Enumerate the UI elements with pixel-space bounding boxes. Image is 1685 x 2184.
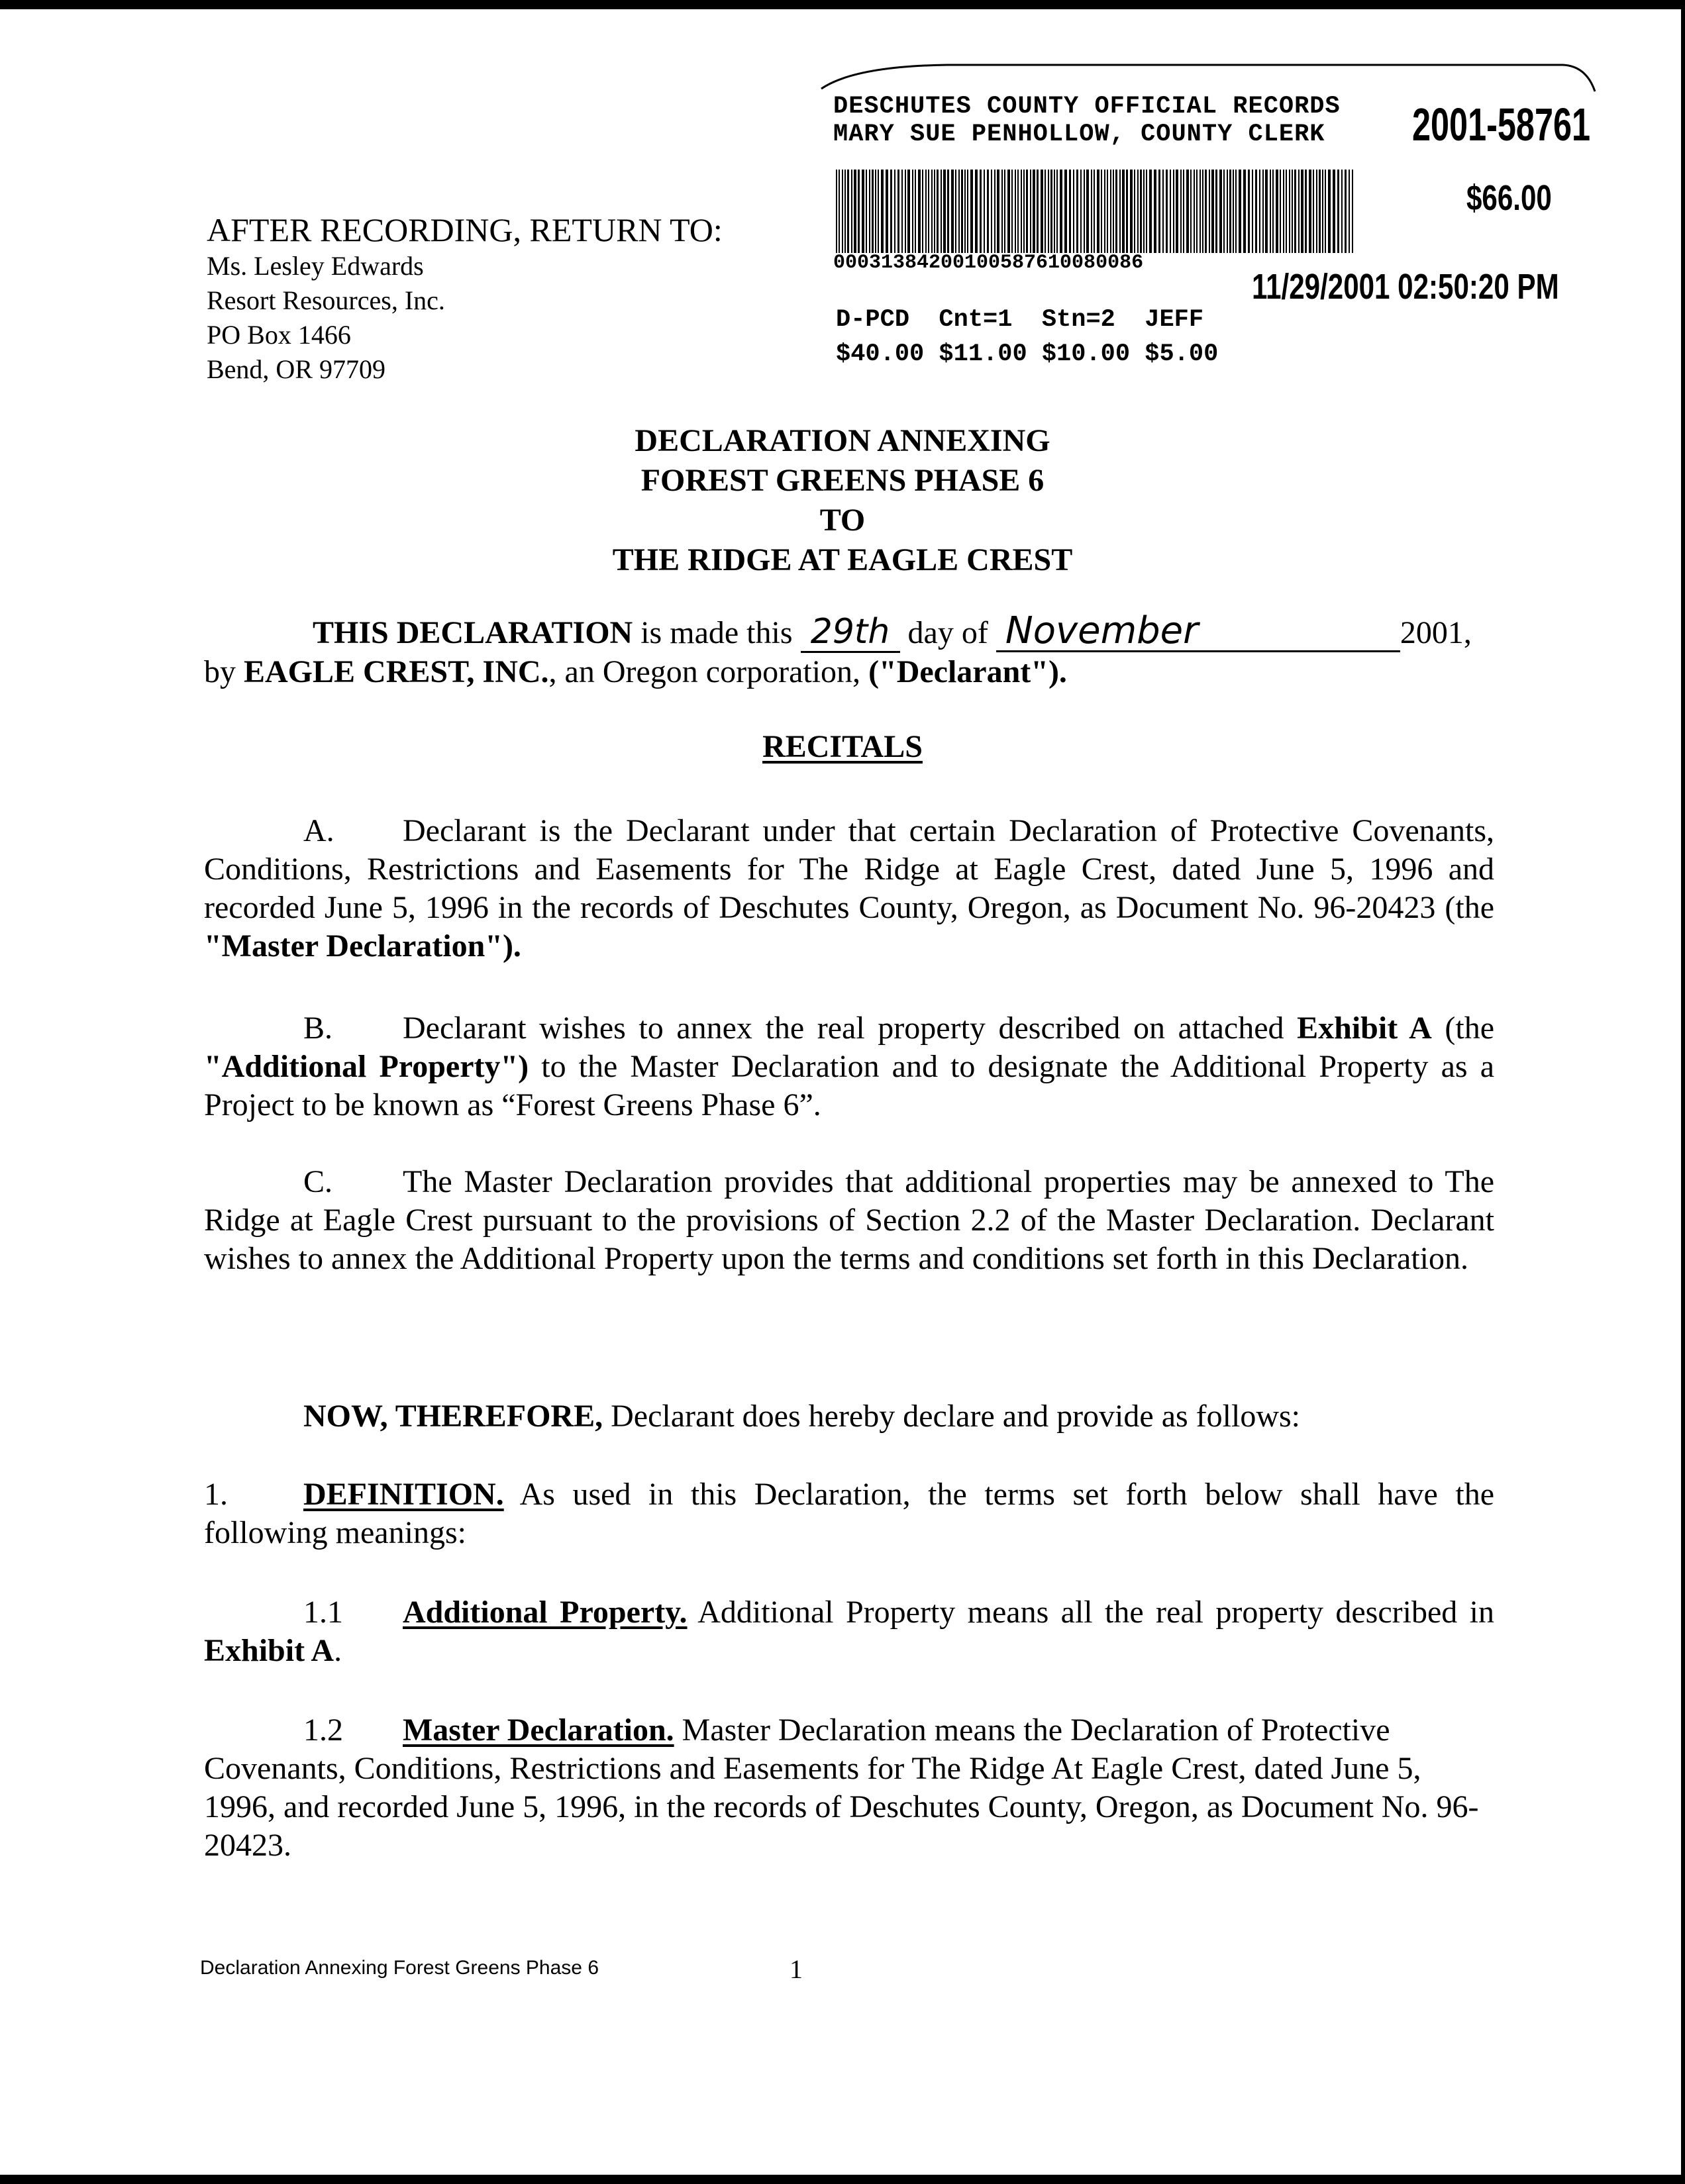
section-heading: DEFINITION. <box>303 1477 504 1512</box>
barcode-bar <box>1026 170 1028 253</box>
barcode-bar <box>1333 170 1335 253</box>
title-line: FOREST GREENS PHASE 6 <box>640 463 1045 498</box>
section-text: As used in this Declaration, the terms set forth below shall have the following meanings: <box>204 1477 1494 1550</box>
section-text: Additional Property means all the real property described in <box>687 1595 1495 1630</box>
barcode-bar <box>862 170 864 253</box>
barcode-bar <box>1069 170 1071 253</box>
barcode-bar <box>1341 170 1343 253</box>
barcode-bar <box>1094 170 1095 253</box>
barcode-bar <box>1262 170 1264 253</box>
barcode-bar <box>894 170 895 253</box>
section-text: Master Declaration means the Declaration of Protective Covenants, Conditions, Restrictions and Easements for The Ridge At Eagle Crest, dated June 5, 1996, and recorded June 5, 1996, in the records of Deschutes County, Oregon, as Document No. 96-20423. <box>204 1712 1479 1863</box>
barcode-bar <box>1015 170 1016 253</box>
barcode-bar <box>1097 170 1099 253</box>
barcode-bar <box>997 170 999 253</box>
barcode-bar <box>1041 170 1043 253</box>
section-text: . <box>334 1633 342 1668</box>
barcode-bar <box>1021 170 1022 253</box>
barcode-bar <box>842 170 843 253</box>
barcode-bar <box>1122 170 1125 253</box>
recital-b <box>204 1009 1503 1124</box>
barcode-bar <box>905 170 906 253</box>
barcode-bar <box>1091 170 1092 253</box>
barcode-bar <box>915 170 916 253</box>
barcode-bar <box>1176 170 1178 253</box>
barcode-bar <box>994 170 996 253</box>
barcode-bar <box>1158 170 1160 253</box>
barcode-bar <box>1146 170 1147 253</box>
barcode-bar <box>1272 170 1274 253</box>
barcode-bar <box>991 170 992 253</box>
barcode-bar <box>858 170 860 253</box>
barcode-bar <box>1080 170 1082 253</box>
return-company: Resort Resources, Inc. <box>207 285 445 315</box>
barcode-bar <box>1143 170 1145 253</box>
barcode-bar <box>1130 170 1133 253</box>
barcode-bar <box>1173 170 1174 253</box>
barcode-bar <box>1101 170 1102 253</box>
barcode-bar <box>1259 170 1260 253</box>
title-line: THE RIDGE AT EAGLE CREST <box>612 542 1073 577</box>
barcode-bar <box>851 170 852 253</box>
barcode-bar <box>1113 170 1114 253</box>
barcode-bar <box>1162 170 1164 253</box>
barcode-bar <box>1235 170 1237 253</box>
barcode-bar <box>1219 170 1222 253</box>
barcode-bar <box>1223 170 1225 253</box>
barcode-bar <box>943 170 946 253</box>
barcode-number: 00031384200100587610080086 <box>833 252 1144 274</box>
barcode-bar <box>890 170 892 253</box>
barcode-bar <box>1305 170 1307 253</box>
recital-label: A. <box>303 813 334 848</box>
additional-property-term: "Additional Property") <box>204 1049 529 1084</box>
barcode-bar <box>1276 170 1278 253</box>
now-therefore-lead: NOW, THEREFORE, <box>303 1399 603 1434</box>
barcode-bar <box>875 170 876 253</box>
intro-text: is made this <box>633 615 801 650</box>
barcode-bar <box>1050 170 1052 253</box>
barcode-bar <box>1060 170 1062 253</box>
intro-paragraph <box>204 609 1494 691</box>
handwritten-month: November <box>996 612 1400 652</box>
barcode-bar <box>934 170 935 253</box>
barcode-bar <box>1325 170 1326 253</box>
barcode-bar <box>937 170 939 253</box>
barcode-bar <box>1211 170 1214 253</box>
footer-page-number: 1 <box>790 1954 803 1984</box>
barcode-bar <box>854 170 856 253</box>
section-number: 1.1 <box>303 1595 343 1630</box>
section-1-1 <box>204 1593 1494 1670</box>
barcode-bar <box>967 170 968 253</box>
barcode-bar <box>1265 170 1268 253</box>
barcode-bar <box>1030 170 1031 253</box>
barcode-bar <box>1023 170 1025 253</box>
stamp-border-arc <box>815 61 1596 94</box>
barcode-bar <box>1190 170 1192 253</box>
barcode-bar <box>1227 170 1228 253</box>
now-therefore-text: Declarant does hereby declare and provide as follows: <box>603 1399 1301 1434</box>
barcode-bar <box>1205 170 1207 253</box>
barcode-bar <box>1280 170 1281 253</box>
exhibit-ref: Exhibit A <box>204 1633 334 1668</box>
barcode-bar <box>980 170 982 253</box>
barcode-bar <box>1301 170 1303 253</box>
recital-c <box>204 1163 1494 1278</box>
barcode-bar <box>947 170 949 253</box>
barcode-bar <box>931 170 933 253</box>
barcode-bar <box>970 170 973 253</box>
barcode-bar <box>1033 170 1035 253</box>
recitals-heading <box>0 728 1685 765</box>
handwritten-day: 29th <box>801 613 900 653</box>
total-fee: $66.00 <box>1466 178 1552 218</box>
section-1 <box>204 1475 1494 1552</box>
barcode-bar <box>1196 170 1198 253</box>
barcode-bar <box>918 170 921 253</box>
barcode-bar <box>1233 170 1234 253</box>
barcode-bar <box>1086 170 1089 253</box>
barcode-bar <box>1283 170 1284 253</box>
barcode-bar <box>1183 170 1184 253</box>
section-heading: Master Declaration. <box>403 1712 674 1748</box>
barcode-bar <box>1149 170 1152 253</box>
recital-bold: "Master Declaration"). <box>204 928 521 964</box>
section-1-2 <box>204 1711 1494 1865</box>
intro-lead: THIS DECLARATION <box>313 615 633 650</box>
recital-text: Declarant wishes to annex the real property described on attached <box>403 1011 1298 1046</box>
barcode-bar <box>1107 170 1108 253</box>
barcode-bar <box>1166 170 1168 253</box>
intro-year: 2001, <box>1400 615 1472 650</box>
barcode-bar <box>1215 170 1217 253</box>
barcode-bar <box>1255 170 1257 253</box>
barcode-bar <box>1064 170 1067 253</box>
intro-text: day of <box>899 615 996 650</box>
barcode-bar <box>1011 170 1013 253</box>
barcode-bar <box>1137 170 1139 253</box>
barcode-bar <box>1154 170 1156 253</box>
barcode-bar <box>901 170 903 253</box>
barcode-bar <box>1349 170 1350 253</box>
barcode-bar <box>1115 170 1117 253</box>
records-office-line: DESCHUTES COUNTY OFFICIAL RECORDS <box>833 93 1341 121</box>
recital-text: (the <box>1431 1011 1503 1046</box>
barcode-bar <box>1004 170 1005 253</box>
barcode-bar <box>1037 170 1039 253</box>
footer-document-name: Declaration Annexing Forest Greens Phase 6 <box>200 1957 599 1979</box>
barcode-bar <box>1202 170 1203 253</box>
barcode-bar <box>1209 170 1210 253</box>
barcode-bar <box>1007 170 1010 253</box>
section-heading: Additional Property. <box>403 1595 688 1630</box>
barcode-bar <box>925 170 927 253</box>
recitals-heading-text: RECITALS <box>762 729 923 764</box>
county-clerk-line: MARY SUE PENHOLLOW, COUNTY CLERK <box>833 121 1325 148</box>
declarant-tag: ("Declarant"). <box>868 654 1067 689</box>
barcode-bar <box>1186 170 1189 253</box>
document-title <box>0 421 1685 580</box>
barcode-bar <box>1001 170 1003 253</box>
barcode-bar <box>1170 170 1171 253</box>
barcode-bar <box>839 170 840 253</box>
barcode-bar <box>961 170 963 253</box>
barcode-bar <box>1056 170 1058 253</box>
barcode-bar <box>1270 170 1271 253</box>
barcode-bar <box>844 170 846 253</box>
barcode-bar <box>1248 170 1250 253</box>
barcode-bar <box>897 170 899 253</box>
barcode-bar <box>912 170 913 253</box>
barcode-bar <box>878 170 879 253</box>
barcode-bar <box>1140 170 1142 253</box>
barcode-bar <box>955 170 956 253</box>
barcode-bar <box>1194 170 1195 253</box>
barcode-bar <box>1126 170 1128 253</box>
barcode-bar <box>1352 170 1353 253</box>
barcode-bar <box>1328 170 1331 253</box>
barcode-bar <box>1110 170 1111 253</box>
intro-text: , an Oregon corporation, <box>548 654 869 689</box>
return-po-box: PO Box 1466 <box>207 320 351 350</box>
intro-text: by <box>204 654 244 689</box>
return-city: Bend, OR 97709 <box>207 354 385 384</box>
barcode-bar <box>1252 170 1253 253</box>
barcode-bar <box>1084 170 1085 253</box>
barcode-bar <box>1017 170 1019 253</box>
barcode-bar <box>928 170 929 253</box>
recital-label: B. <box>303 1011 333 1046</box>
barcode-bar <box>1322 170 1323 253</box>
barcode-bar <box>1180 170 1182 253</box>
barcode-bar <box>1292 170 1293 253</box>
barcode-bar <box>951 170 954 253</box>
barcode-bar <box>922 170 923 253</box>
barcode-bar <box>881 170 884 253</box>
barcode-bar <box>987 170 989 253</box>
recorded-datetime: 11/29/2001 02:50:20 PM <box>1252 267 1559 307</box>
barcode-bar <box>1134 170 1135 253</box>
barcode-image <box>833 170 1356 253</box>
return-heading: AFTER RECORDING, RETURN TO: <box>207 211 723 248</box>
return-name: Ms. Lesley Edwards <box>207 251 424 281</box>
barcode-bar <box>958 170 960 253</box>
barcode-bar <box>1345 170 1347 253</box>
document-number: 2001-58761 <box>1412 99 1591 150</box>
fee-amounts-line: $40.00 $11.00 $10.00 $5.00 <box>836 340 1219 368</box>
barcode-bar <box>1076 170 1078 253</box>
section-number: 1. <box>204 1477 228 1512</box>
barcode-bar <box>1243 170 1246 253</box>
barcode-bar <box>1045 170 1046 253</box>
exhibit-ref: Exhibit A <box>1297 1011 1432 1046</box>
barcode-bar <box>975 170 978 253</box>
recital-text: The Master Declaration provides that additional properties may be annexed to The Ridge at Eagle Crest pursuant to the provisions of Section 2.2 of the Master Declaration. Declarant wishes to annex the Additional Property upon the terms and conditions set forth in this Declaration. <box>204 1164 1494 1276</box>
barcode-bar <box>1337 170 1339 253</box>
barcode-bar <box>847 170 849 253</box>
recital-text: to the Master Declaration and to designate the Additional Property as a Project to be known as “Forest Greens Phase 6”. <box>204 1049 1494 1122</box>
barcode-bar <box>872 170 874 253</box>
barcode-bar <box>866 170 867 253</box>
barcode-bar <box>1104 170 1105 253</box>
scan-border-top <box>0 0 1685 9</box>
barcode-bar <box>1316 170 1317 253</box>
barcode-bar <box>836 170 837 253</box>
barcode-bar <box>1048 170 1049 253</box>
barcode-bar <box>1298 170 1300 253</box>
barcode-bar <box>1073 170 1074 253</box>
fee-codes-line: D-PCD Cnt=1 Stn=2 JEFF <box>836 306 1204 334</box>
scan-border-right <box>1681 0 1685 2184</box>
barcode-bar <box>1119 170 1121 253</box>
recital-text: Declarant is the Declarant under that certain Declaration of Protective Covenants, Conditions, Restrictions and Easements for The Ridge at Eagle Crest, dated June 5, 1996 and recorded June 5, 1996 in the records of Deschutes County, Oregon, as Document No. 96-20423 (the <box>204 813 1494 925</box>
barcode-bar <box>907 170 910 253</box>
barcode-bar <box>1294 170 1296 253</box>
barcode-bar <box>886 170 888 253</box>
barcode-bar <box>1313 170 1314 253</box>
barcode-bar <box>964 170 966 253</box>
barcode-bar <box>1286 170 1287 253</box>
barcode-bar <box>1200 170 1201 253</box>
declarant-name: EAGLE CREST, INC. <box>244 654 549 689</box>
barcode-bar <box>1309 170 1311 253</box>
title-line: TO <box>819 503 866 538</box>
barcode-bar <box>1229 170 1231 253</box>
barcode-bar <box>1239 170 1241 253</box>
recital-a <box>204 812 1494 966</box>
barcode-bar <box>1319 170 1321 253</box>
barcode-bar <box>1289 170 1290 253</box>
barcode-bar <box>869 170 870 253</box>
barcode-bar <box>941 170 942 253</box>
now-therefore-paragraph <box>204 1397 1494 1436</box>
return-address-block <box>207 211 723 387</box>
title-line: DECLARATION ANNEXING <box>635 423 1050 458</box>
recital-label: C. <box>303 1164 333 1199</box>
barcode-bar <box>1054 170 1055 253</box>
barcode-bar <box>984 170 985 253</box>
scan-border-bottom <box>0 2175 1685 2184</box>
section-number: 1.2 <box>303 1712 343 1748</box>
